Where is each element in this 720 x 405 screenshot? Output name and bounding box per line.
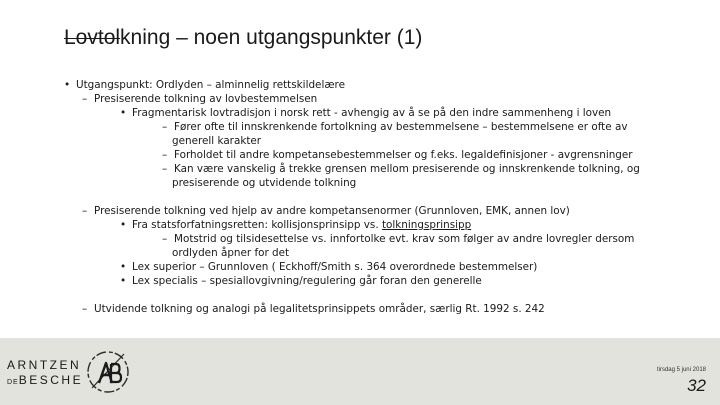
bullet-level4: – Fører ofte til innskrenkende fortolkning av bestemmelsene – bestemmelsene er ofte av [162, 121, 628, 133]
bullet-dot-icon: • [120, 107, 127, 119]
bullet-level3: • Lex specialis – spesiallovgivning/regulering går foran den generelle [120, 275, 482, 287]
footer-bar [0, 338, 720, 405]
bullet-dot-icon: • [120, 261, 127, 273]
slide-title [64, 26, 422, 50]
underlined-term: tolkningsprinsipp [381, 219, 472, 231]
bullet-level4-cont: ordlyden åpner for det [172, 247, 290, 259]
bullet-dot-icon: • [64, 79, 71, 91]
bullet-level2: – Presiserende tolkning av lovbestemmelsen [82, 93, 318, 105]
dash-icon: – [82, 205, 88, 217]
bullet-dot-icon: • [120, 219, 127, 231]
page-number: 32 [687, 376, 706, 395]
bullet-level3: • Fra statsforfatningsretten: kollisjonsprinsipp vs. tolkningsprinsipp [120, 219, 472, 231]
dash-icon: – [162, 233, 168, 245]
bullet-level4-cont: presiserende og utvidende tolkning [172, 177, 357, 189]
company-logo-text: ARNTZEN DEBESCHE [7, 358, 84, 387]
dash-icon: – [162, 149, 168, 161]
bullet-level4: – Kan være vanskelig å trekke grensen mellom presiserende og innskrenkende tolkning, og [162, 163, 640, 175]
dash-icon: – [82, 303, 88, 315]
bullet-level2: – Presiserende tolkning ved hjelp av andre kompetansenormer (Grunnloven, EMK, annen lov) [82, 205, 570, 217]
bullet-level4-cont: generell karakter [172, 135, 262, 147]
company-logo-icon [84, 348, 132, 396]
bullet-level4: – Forholdet til andre kompetansebestemmelser og f.eks. legaldefinisjoner - avgrensninger [162, 149, 633, 161]
bullet-level3: • Fragmentarisk lovtradisjon i norsk rett - avhengig av å se på den indre sammenheng i loven [120, 107, 612, 119]
bullet-dot-icon: • [120, 275, 127, 287]
title-text: kning – noen utgangspunkter (1) [120, 26, 423, 49]
bullet-level1: • Utgangspunkt: Ordlyden – alminnelig rettskildelære [64, 79, 345, 91]
dash-icon: – [162, 121, 168, 133]
slide-body [64, 78, 704, 316]
dash-icon: – [162, 163, 168, 175]
slide-date: tirsdag 5 juni 2018 [656, 367, 706, 373]
bullet-level4: – Motstrid og tilsidesettelse vs. innfortolke evt. krav som følger av andre lovregler dersom [162, 233, 635, 245]
dash-icon: – [82, 93, 88, 105]
bullet-level3: • Lex superior – Grunnloven ( Eckhoff/Smith s. 364 overordnede bestemmelser) [120, 261, 538, 273]
title-struck-text: Lovtol [64, 26, 121, 49]
bullet-level2: – Utvidende tolkning og analogi på legalitetsprinsippets områder, særlig Rt. 1992 s. 242 [82, 303, 545, 315]
